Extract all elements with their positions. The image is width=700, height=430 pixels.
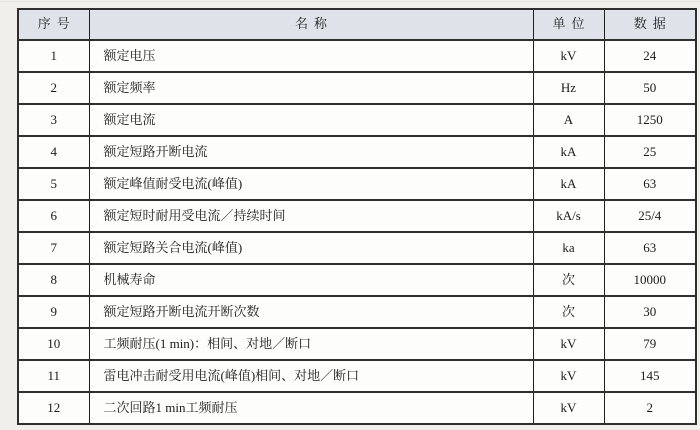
cell-unit: ka [533,232,604,264]
cell-no: 9 [18,296,89,328]
table-row [18,392,696,424]
cell-unit: kV [533,360,604,392]
cell-value: 50 [604,72,696,104]
spec-table-container [17,8,695,425]
cell-unit: kV [533,40,604,72]
spec-table [17,8,697,425]
cell-unit: Hz [533,72,604,104]
table-row [18,72,696,104]
table-row [18,264,696,296]
table-header [18,9,696,40]
cell-name: 工频耐压(1 min)：相间、对地／断口 [89,328,533,360]
cell-no: 5 [18,168,89,200]
cell-unit: kV [533,328,604,360]
scan-artifact-line [0,1,700,2]
header-unit: 单位 [533,9,604,40]
table-row [18,200,696,232]
cell-value: 25/4 [604,200,696,232]
cell-name: 额定短路开断电流开断次数 [89,296,533,328]
cell-unit: 次 [533,264,604,296]
cell-no: 4 [18,136,89,168]
table-row [18,232,696,264]
cell-unit: 次 [533,296,604,328]
cell-value: 30 [604,296,696,328]
table-row [18,296,696,328]
header-row [18,9,696,40]
table-row [18,360,696,392]
cell-unit: kA [533,168,604,200]
cell-no: 7 [18,232,89,264]
cell-value: 63 [604,168,696,200]
cell-value: 1250 [604,104,696,136]
table-row [18,40,696,72]
cell-value: 79 [604,328,696,360]
cell-value: 63 [604,232,696,264]
cell-value: 25 [604,136,696,168]
cell-value: 145 [604,360,696,392]
cell-no: 11 [18,360,89,392]
cell-no: 1 [18,40,89,72]
cell-name: 雷电冲击耐受用电流(峰值)相间、对地／断口 [89,360,533,392]
table-row [18,328,696,360]
header-no: 序号 [18,9,89,40]
cell-name: 额定短路关合电流(峰值) [89,232,533,264]
cell-no: 8 [18,264,89,296]
cell-no: 10 [18,328,89,360]
header-name: 名称 [89,9,533,40]
cell-name: 额定短路开断电流 [89,136,533,168]
cell-name: 二次回路1 min工频耐压 [89,392,533,424]
header-value: 数据 [604,9,696,40]
cell-no: 2 [18,72,89,104]
cell-no: 6 [18,200,89,232]
cell-unit: A [533,104,604,136]
cell-value: 2 [604,392,696,424]
cell-unit: kV [533,392,604,424]
table-row [18,168,696,200]
table-row [18,136,696,168]
cell-value: 10000 [604,264,696,296]
table-body [18,40,696,424]
cell-value: 24 [604,40,696,72]
cell-no: 3 [18,104,89,136]
cell-no: 12 [18,392,89,424]
cell-name: 额定电流 [89,104,533,136]
cell-name: 额定电压 [89,40,533,72]
cell-name: 机械寿命 [89,264,533,296]
cell-name: 额定短时耐用受电流／持续时间 [89,200,533,232]
cell-name: 额定频率 [89,72,533,104]
cell-unit: kA [533,136,604,168]
cell-name: 额定峰值耐受电流(峰值) [89,168,533,200]
cell-unit: kA/s [533,200,604,232]
table-row [18,104,696,136]
